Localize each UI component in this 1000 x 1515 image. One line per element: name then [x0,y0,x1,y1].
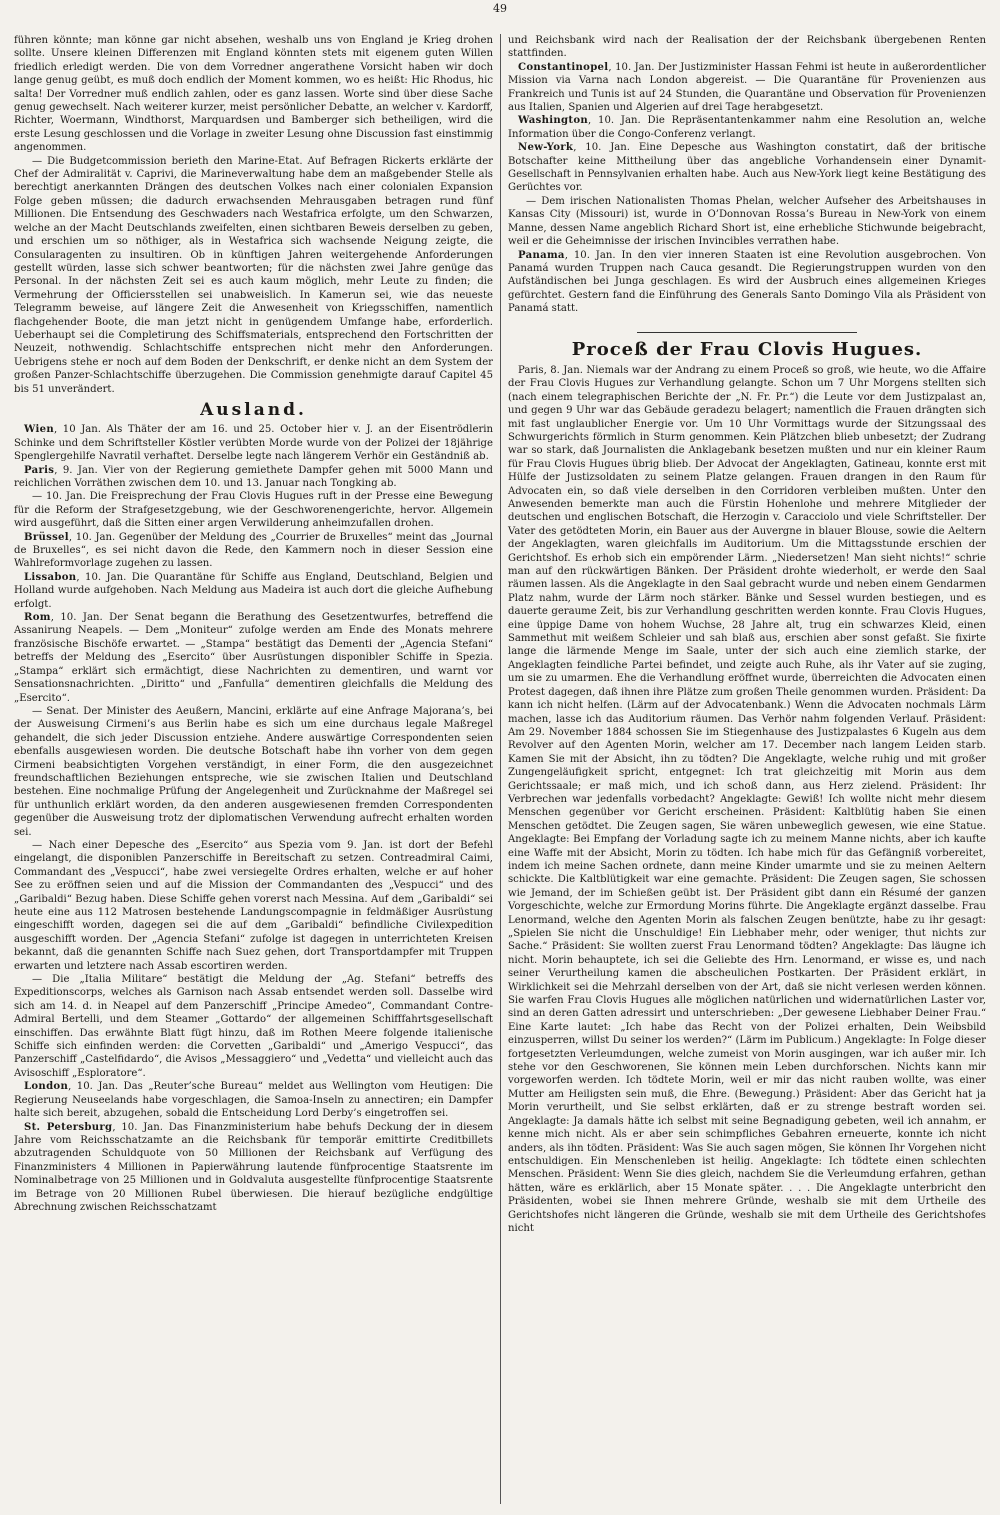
paragraph: — Die Budgetcommission berieth den Marine-Etat. Auf Befragen Rickerts erklärte der Chef der Admiralität v. Caprivi, die Marineverwaltung habe dem an maßgebender Stelle als berechtigt anerkannten Drängen des deutschen Volkes nach einer colonialen Expansion Folge geben müssen; die dadurch erwachsenden Mehrausgaben betragen rund fünf Millionen. Die Entsendung des Geschwaders nach Westafrica erfolgte, um den Schwarzen, welche an der Macht Deutschlands zweifelten, einen sichtbaren Beweis derselben zu geben, und erschien um so nöthiger, als in Westafrica sich wachsende Neigung zeigte, die Consularagenten zu insultiren. Ob in künftigen Jahren weitergehende Anforderungen gestellt würden, lasse sich schwer beantworten; für die nächsten zwei Jahre genüge das Personal. In der nächsten Zeit sei es auch kaum möglich, mehr Leute zu finden; die Vermehrung der Officiersstellen sei unabweislich. In Kamerun sei, wie das neueste Telegramm beweise, auf längere Zeit die Anwesenheit von Kriegsschiffen, namentlich flachgehender Boote, die man jetzt nicht in genügendem Umfange habe, erforderlich. Ueberhaupt sei die Completirung des Schiffsmaterials, entsprechend den Fortschritten der Neuzeit, nothwendig. Schlachtschiffe entsprechen nicht mehr den Anforderungen. Uebrigens stehe er noch auf dem Boden der Denkschrift, er denke nicht an dem System der großen Panzer-Schlachtschiffe überzugehen. Die Commission genehmigte darauf Capitel 45 bis 51 unverändert. [14,155,493,395]
dispatch-place: Panama [518,249,565,261]
dispatch-text: — Die „Italia Militare“ bestätigt die Meldung der „Ag. Stefani“ betreffs des Expeditionscorps, welches als Garnison nach Assab entsendet werden soll. Dasselbe wird sich am 14. d. in Neapel auf dem Panzerschiff „Principe Amedeo“, Commandant Contre-Admiral Bertelli, und dem Steamer „Gottardo“ der allgemeinen Schifffahrtsgesellschaft einschiffen. Das erwähnte Blatt fügt hinzu, daß im Rothen Meere folgende italienische Schiffe sich einfinden werden: die Corvetten „Garibaldi“ und „Amerigo Vespucci“, das Panzerschiff „Castelfidardo“, die Avisos „Messaggiero“ und „Vedetta“ und vielleicht auch das Avisoschiff „Esploratore“. [14,974,493,1079]
dispatch [508,34,986,61]
dispatch-place: Brüssel [24,531,69,543]
dispatch-text: — Dem irischen Nationalisten Thomas Phelan, welcher Aufseher des Arbeitshauses in Kansas City (Missouri) ist, wurde in O’Donnovan Rossa’s Bureau in New-York von einem Manne, dessen Name angeblich Richard Short ist, eine erhebliche Stichwunde beigebracht, weil er die Geheimnisse der irischen Invincibles verrathen habe. [508,195,986,248]
dispatch-place: Lissabon [24,571,77,583]
dispatch-text: , 10. Jan. Die Repräsentantenkammer nahm eine Resolution an, welche Information über die Congo-Conferenz verlangt. [508,115,986,140]
dispatch-place: Rom [24,612,51,624]
article-title: Proceß der Frau Clovis Hugues. [571,338,923,360]
dispatch-text: , 10. Jan. Gegenüber der Meldung des „Courrier de Bruxelles“ meint das „Journal de Bruxelles“, es sei nicht davon die Rede, den Kammern noch in dieser Session eine Wahlreformvorlage zugehen zu lassen. [14,531,493,570]
dispatch [14,1121,493,1215]
dispatch [14,490,493,530]
dispatch [14,611,493,705]
dispatch-text: , 10. Jan. Der Senat begann die Berathung des Gesetzentwurfes, betreffend die Assanirung Neapels. — Dem „Moniteur“ zufolge werden am Ende des Monats mehrere französische Bischöfe erwartet. — „Stampa“ bestätigt das Dementi der „Agencia Stefani“ betreffs der Meldung des „Esercito“ über Ausrüstungen disponibler Schiffe in Spezia. „Stampa“ erklärt sich ermächtigt, diese Nachrichten zu dementiren, und warnt vor Sensationsnachrichten. „Diritto“ und „Fanfulla“ dementiren gleichfalls die Meldung des „Esercito“. [14,612,493,704]
dispatch [14,1080,493,1120]
dispatch-place: New-York [518,142,574,154]
dispatch [14,571,493,611]
dispatch-text: — 10. Jan. Die Freisprechung der Frau Clovis Hugues ruft in der Presse eine Bewegung für die Reform der Strafgesetzgebung, wie der Geschworenengerichte, hervor. Allgemein wird ausgeführt, daß die Sitten einer argen Verwilderung anheimzufallen drohen. [14,491,493,530]
dispatch-text: — Senat. Der Minister des Aeußern, Mancini, erklärte auf eine Anfrage Majorana’s, bei der Ausweisung Cirmeni’s aus Berlin habe es sich um eine durchaus legale Maßregel gehandelt, die sich jeder Discussion entziehe. Andere auswärtige Correspondenten seien ebenfalls ausgewiesen worden. Die deutsche Botschaft habe ihn vorher von dem gegen Cirmeni beabsichtigten Vorgehen verständigt, in einer Form, die den ausgezeichnet freundschaftlichen Beziehungen entspreche, wie sie zwischen Italien und Deutschland bestehen. Eine nochmalige Prüfung der Angelegenheit und Zurücknahme der Maßregel sei für unthunlich erklärt worden, da den anderen ausgewiesenen fremden Correspondenten gegenüber die Ausweisung trotz der diplomatischen Verwendung aufrecht erhalten worden sei. [14,705,493,838]
columns [14,34,986,1504]
dispatch [14,423,493,463]
dispatch-text: , 10. Jan. Das „Reuter’sche Bureau“ meldet aus Wellington vom Heutigen: Die Regierung Neuseelands habe vorgeschlagen, die Samoa-Inseln zu annectiren; ein Dampfer halte sich bereit, abzugehen, sobald die Entscheidung Lord Derby’s eingetroffen sei. [14,1081,493,1120]
dispatch-place: London [24,1081,69,1093]
dispatch-text: und Reichsbank wird nach der Realisation der der Reichsbank übergebenen Renten stattfinden. [508,35,986,60]
paragraph: führen könnte; man könne gar nicht absehen, weshalb uns von England je Krieg drohen sollte. Unsere kleinen Differenzen mit England könnten stets mit eigenem guten Willen friedlich erledigt werden. Die von dem Vorredner angerathene Vorsicht haben wir doch lange genug geübt, es muß doch endlich der Moment kommen, wo es heißt: Hic Rhodus, hic salta! Der Vorredner muß endlich zahlen, oder es ganz lassen. Worte sind über diese Sache genug gewechselt. Nach weiterer kurzer, meist persönlicher Debatte, an welcher v. Kardorff, Richter, Woermann, Windthorst, Marquardsen und Bamberger sich betheiligen, wird die erste Lesung geschlossen und die Vorlage in zweiter Lesung ohne Discussion fast einstimmig angenommen. [14,35,493,154]
article-paragraph: Paris, 8. Jan. Niemals war der Andrang zu einem Proceß so groß, wie heute, wo die Affaire der Frau Clovis Hugues zur Verhandlung gelangte. Schon um 7 Uhr Morgens stellten sich (nach einem telegraphischen Berichte der „N. Fr. Pr.“) die Leute vor dem Justizpalast an, und gegen 9 Uhr war das Gebäude geradezu belagert; namentlich die Frauen drängten sich mit fast unglaublicher Energie vor. Um 10 Uhr Vormittags wurde der Sitzungssaal des Schwurgerichts förmlich in Sturm genommen. Kein Plätzchen blieb unbesetzt; der Zudrang war so stark, daß Journalisten die Anklagebank besetzen mußten und nur ein kleiner Raum für Frau Clovis Hugues übrig blieb. Der Advocat der Angeklagten, Gatineau, konnte erst mit Hülfe der Justizsoldaten zu seinem Platze gelangen. Frauen drangen in den Raum für Advocaten ein, so daß viele derselben in den Corridoren verbleiben mußten. Unter den Anwesenden bemerkte man auch die Fürstin Hohenlohe und mehrere Mitglieder der deutschen und englischen Botschaft, die Herzogin v. Caracciolo und viele Schriftsteller. Der Vater des getödteten Morin, ein Bauer aus der Auvergne in blauer Blouse, sowie die Aeltern der Angeklagten, waren gleichfalls im Auditorium. Um die Mittagsstunde erschien der Gerichtshof. Es erhob sich ein empörender Lärm. „Niedersetzen! Man sieht nichts!“ schrie man auf den rückwärtigen Bänken. Der Präsident drohte wiederholt, er werde den Saal räumen lassen. Als die Angeklagte in den Saal gebracht wurde und neben einem Gendarmen Platz nahm, wurde der Lärm noch stärker. Bänke und Sessel wurden bestiegen, und es dauerte geraume Zeit, bis zur Verhandlung geschritten werden konnte. Frau Clovis Hugues, eine üppige Dame von hohem Wuchse, 28 Jahre alt, trug ein schwarzes Kleid, einen Sammethut mit weißem Schleier und sah blaß aus, erschien aber sonst gefaßt. Sie fixirte lange die lärmende Menge im Saale, unter der sich auch eine ziemlich starke, der Angeklagten feindliche Partei befindet, und zeigte auch Ruhe, als ihr Vater auf sie zuging, um sie zu umarmen. Ehe die Verhandlung eröffnet wurde, überreichten die Advocaten einen Protest dagegen, daß ihnen ihre Plätze zum großen Theile genommen wurden. Präsident: Da kann ich nicht helfen. (Lärm auf der Advocatenbank.) Wenn die Advocaten nochmals Lärm machen, lasse ich das Auditorium räumen. Das Verhör nahm folgenden Verlauf. Präsident: Am 29. November 1884 schossen Sie im Stiegenhause des Justizpalastes 6 Kugeln aus dem Revolver auf den Agenten Morin, welcher am 17. December nach langem Leiden starb. Kamen Sie mit der Absicht, ihn zu tödten? Die Angeklagte, welche ruhig und mit großer Zungengeläufigkeit spricht, entgegnet: Ich trat gleichzeitig mit Morin aus dem Gerichtssaale; er maß mich, und ich schoß dann, aus Herz zielend. Präsident: Ihr Verbrechen war jedenfalls vorbedacht? Angeklagte: Gewiß! Ich wollte nicht mehr diesem Menschen gegenüber vor Gericht erscheinen. Präsident: Kaltblütig haben Sie einen Menschen getödtet. Die Zeugen sagen, Sie wären unbeweglich gewesen, wie eine Statue. Angeklagte: Bei Empfang der Vorladung sagte ich zu meinem Manne nichts, aber ich kaufte eine Waffe mit der Absicht, Morin zu tödten. Ich habe mich für das Gefängniß vorbereitet, indem ich meine Sachen ordnete, dann meine Kinder umarmte und sie zu meinen Aeltern schickte. Die Kaltblütigkeit war eine gemachte. Präsident: Die Zeugen sagen, Sie schossen wie Jemand, der im Schießen geübt ist. Der Präsident gibt dann ein Résumé der ganzen Vorgeschichte, welche zur Ermordung Morins führte. Die Angeklagte ergänzt dasselbe. Frau Lenormand, welche den Agenten Morin als falschen Zeugen benützte, habe zu ihr gesagt: „Spielen Sie nicht die Unschuldige! Ein Liebhaber mehr, oder weniger, thut nichts zur Sache.“ Präsident: Sie wollten zuerst Frau Lenormand tödten? Angeklagte: Das läugne ich nicht. Morin behauptete, ich sei die Geliebte des Hrn. Lenormand, er wisse es, und nach seiner Verurtheilung kamen die abscheulichen Postkarten. Der Präsident erklärt, in Wirklichkeit sei die Mehrzahl derselben von der Art, daß sie nicht verlesen werden können. Sie warfen Frau Clovis Hugues alle möglichen natürlichen und widernatürlichen Laster vor, sind an deren Gatten adressirt und unterschrieben: „Der gewesene Liebhaber Deiner Frau.“ Eine Karte lautet: „Ich habe das Recht von der Polizei erhalten, Dein Weibsbild einzusperren, willst Du seiner los werden?“ (Lärm im Publicum.) Angeklagte: In Folge dieser fortgesetzten Verleumdungen, welche zumeist von Morin ausgingen, war ich außer mir. Ich stehe vor den Geschworenen, Sie können mein Leben durchforschen. Nichts kann mir vorgeworfen werden. Ich tödtete Morin, weil er mir das nicht rauben wollte, was einer Mutter am Heiligsten sein muß, die Ehre. (Bewegung.) Präsident: Aber das Gericht hat ja Morin verurtheilt, und Sie selbst erklärten, daß er zu strenge bestraft worden sei. Angeklagte: Ja damals hätte ich selbst mit seine Begnadigung gebeten, weil ich annahm, er kenne mich nicht. Als er aber sein schimpfliches Gebahren erneuerte, konnte ich nicht anders, als ihn tödten. Präsident: Was Sie auch sagen mögen, Sie können Ihr Vorgehen nicht entschuldigen. Ein Menschenleben ist heilig. Angeklagte: Ich tödtete einen schlechten Menschen. Präsident: Wenn Sie dies gleich, nachdem Sie die Verleumdung erfahren, gethan hätten, wäre es erklärlich, aber 15 Monate später. . . . Die Angeklagte unterbricht den Präsidenten, wobei sie Ihnen mehrere Gründe, weshalb sie mit dem Urtheile des Gerichtshofes nicht längeren die Gründe, weshalb sie mit dem Urtheile des Gerichtshofes nicht [508,364,986,1234]
dispatch [14,973,493,1080]
dispatch-place: Washington [518,115,588,127]
dispatch-text: , 10 Jan. Als Thäter der am 16. und 25. October hier v. J. an der Eisentrödlerin Schinke und dem Schriftsteller Köstler verübten Morde wurde von der Polizei der 18jährige Spenglergehilfe Navratil verhaftet. Derselbe legte nach längerem Verhör ein Geständniß ab. [14,424,493,463]
dispatch [14,705,493,839]
dispatch [508,61,986,115]
dispatch-text: , 10. Jan. Das Finanzministerium habe behufs Deckung der in diesem Jahre vom Reichsschatzamte an die Reichsbank für temporär emittirte Creditbillets abzutragenden Schuldquote von 50 Millionen der Reichsbank auf Verfügung des Finanzministers 4 Millionen in Papierwährung lautende fünfprocentige Staatsrente im Nominalbetrage von 25 Millionen und in Goldvaluta ausgestellte fünfprocentige Staatsrente im Betrage von 20 Millionen Rubel überwiesen. Die hierauf bezügliche endgültige Abrechnung zwischen Reichsschatzamt [14,1121,493,1213]
left-column [14,34,500,1504]
section-heading: Ausland. [200,399,307,420]
dispatch [14,531,493,571]
dispatch [14,464,493,491]
right-column [500,34,986,1504]
dispatch [508,249,986,316]
dispatch-text: , 10. Jan. In den vier inneren Staaten ist eine Revolution ausgebrochen. Von Panamá wurden Truppen nach Cauca gesandt. Die Regierungstruppen wurden von den Aufständischen bei Junga geschlagen. Es wird der Ausbruch eines allgemeinen Krieges gefürchtet. Gestern fand die Einführung des Generals Santo Domingo Vila als Präsident von Panamá statt. [508,249,986,315]
dispatch-place: Paris [24,464,55,476]
dispatch-place: St. Petersburg [24,1121,113,1133]
divider [637,332,857,333]
dispatch-text: , 10. Jan. Der Justizminister Hassan Fehmi ist heute in außerordentlicher Mission via Varna nach London abgereist. — Die Quarantäne für Provenienzen aus Frankreich und Tunis ist auf 24 Stunden, die Quarantäne und Observation für Provenienzen aus Italien, Spanien und Algerien auf drei Tage herabgesetzt. [508,61,986,114]
dispatch-text: — Nach einer Depesche des „Esercito“ aus Spezia vom 9. Jan. ist dort der Befehl eingelangt, die disponiblen Panzerschiffe in Bereitschaft zu setzen. Contreadmiral Caimi, Commandant des „Vespucci“, habe zwei versiegelte Ordres erhalten, welche er auf hoher See zu eröffnen seien und auf die Mission der Commandanten des „Vespucci“ und des „Garibaldi“ Bezug haben. Diese Schiffe gehen vorerst nach Messina. Auf dem „Garibaldi“ sei heute eine aus 112 Matrosen bestehende Landungscompagnie in feldmäßiger Ausrüstung eingeschifft worden, dagegen sei die auf dem „Garibaldi“ befindliche Civilexpedition ausgeschifft worden. Der „Agencia Stefani“ zufolge ist dagegen in unterrichteten Kreisen bekannt, daß die genannten Schiffe nach Suez gehen, dort Transportdampfer mit Truppen erwarten und letztere nach Assab escortiren werden. [14,839,493,972]
page-number: 49 [493,2,507,15]
dispatch [508,141,986,195]
dispatch-place: Constantinopel [518,61,609,73]
dispatch-text: , 9. Jan. Vier von der Regierung gemiethete Dampfer gehen mit 5000 Mann und reichlichen Vorräthen zwischen dem 10. und 13. Januar nach Tongking ab. [14,464,493,489]
dispatch [508,114,986,141]
dispatch-text: , 10. Jan. Eine Depesche aus Washington constatirt, daß der britische Botschafter keine Mittheilung über das angebliche Vorhandensein einer Dynamit-Gesellschaft in Pennsylvanien erhalten habe. Auch aus New-York liegt keine Bestätigung des Gerüchtes vor. [508,142,986,194]
dispatch [508,195,986,249]
dispatch-text: , 10. Jan. Die Quarantäne für Schiffe aus England, Deutschland, Belgien und Holland wurde aufgehoben. Nach Meldung aus Madeira ist auch dort die gleiche Aufhebung erfolgt. [14,571,493,610]
dispatch [14,839,493,973]
dispatch-place: Wien [24,424,54,436]
